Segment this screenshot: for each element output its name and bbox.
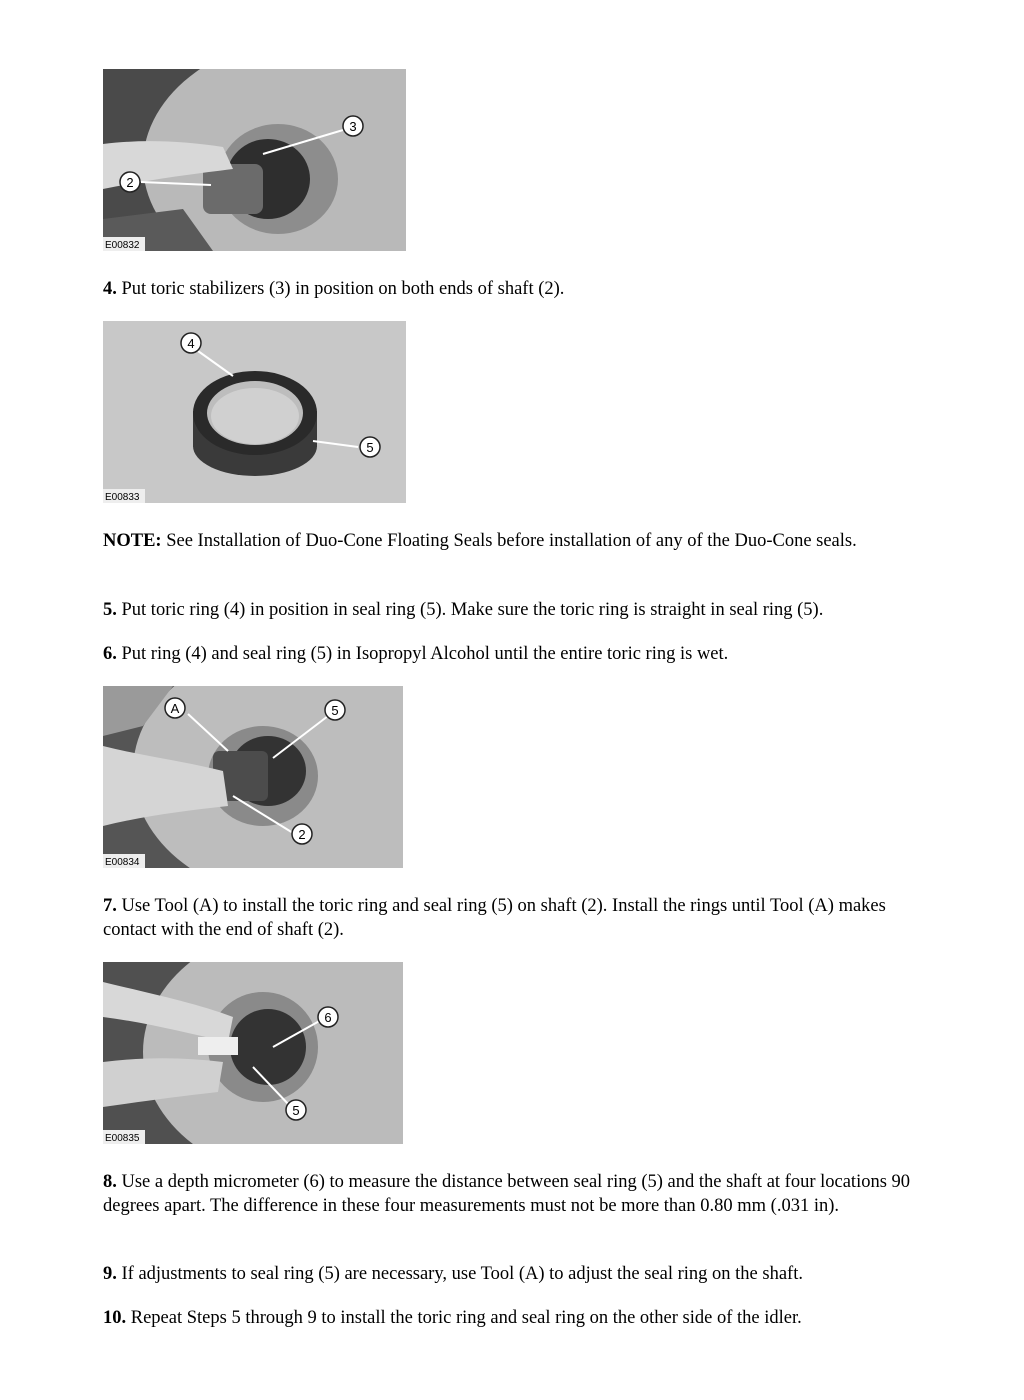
step-number: 9.	[103, 1264, 117, 1284]
step-number: 10.	[103, 1308, 127, 1328]
step-7	[103, 894, 923, 942]
step-4	[103, 277, 923, 301]
callout-6: 6	[324, 1010, 332, 1025]
step-5	[103, 598, 923, 622]
photo-tool-install	[103, 686, 403, 868]
step-number: 6.	[103, 644, 117, 664]
step-text: Use a depth micrometer (6) to measure the distance between seal ring (5) and the shaft at four locations 90 degrees apart. The difference in these four measurements must not be more than 0.80 mm (.031 in).	[103, 1172, 911, 1216]
step-text: Repeat Steps 5 through 9 to install the toric ring and seal ring on the other side of the idler.	[126, 1308, 802, 1328]
figure-code: E00834	[105, 857, 140, 868]
step-10	[103, 1306, 923, 1330]
figure-e00833	[103, 321, 406, 503]
step-8	[103, 1170, 923, 1218]
step-number: 8.	[103, 1172, 117, 1192]
figure-code: E00833	[105, 492, 140, 503]
note-label: NOTE:	[103, 531, 162, 551]
step-9	[103, 1262, 923, 1286]
step-text: Put toric ring (4) in position in seal ring (5). Make sure the toric ring is straight in seal ring (5).	[116, 600, 824, 620]
step-text: Put toric stabilizers (3) in position on both ends of shaft (2).	[116, 279, 565, 299]
note-text: See Installation of Duo-Cone Floating Seals before installation of any of the Duo-Cone seals.	[161, 531, 857, 551]
photo-idler-stabilizers	[103, 69, 406, 251]
step-6	[103, 642, 923, 666]
step-number: 5.	[103, 600, 117, 620]
callout-5: 5	[292, 1103, 300, 1118]
step-text: If adjustments to seal ring (5) are necessary, use Tool (A) to adjust the seal ring on the shaft.	[116, 1264, 803, 1284]
callout-2: 2	[126, 175, 134, 190]
figure-e00834	[103, 686, 403, 868]
note	[103, 529, 923, 553]
callout-5: 5	[331, 703, 339, 718]
photo-depth-micrometer	[103, 962, 403, 1144]
step-number: 4.	[103, 279, 117, 299]
figure-code: E00832	[105, 240, 140, 251]
callout-a: A	[170, 701, 180, 716]
figure-code: E00835	[105, 1133, 140, 1144]
step-text: Use Tool (A) to install the toric ring and seal ring (5) on shaft (2). Install the rings until Tool (A) makes contact with the end of shaft (2).	[103, 896, 886, 940]
callout-5: 5	[366, 440, 374, 455]
callout-2: 2	[298, 827, 306, 842]
photo-seal-ring	[103, 321, 406, 503]
step-text: Put ring (4) and seal ring (5) in Isopropyl Alcohol until the entire toric ring is wet.	[116, 644, 729, 664]
figure-e00835	[103, 962, 403, 1144]
callout-3: 3	[349, 119, 357, 134]
callout-4: 4	[187, 336, 195, 351]
step-number: 7.	[103, 896, 117, 916]
figure-e00832	[103, 69, 406, 251]
